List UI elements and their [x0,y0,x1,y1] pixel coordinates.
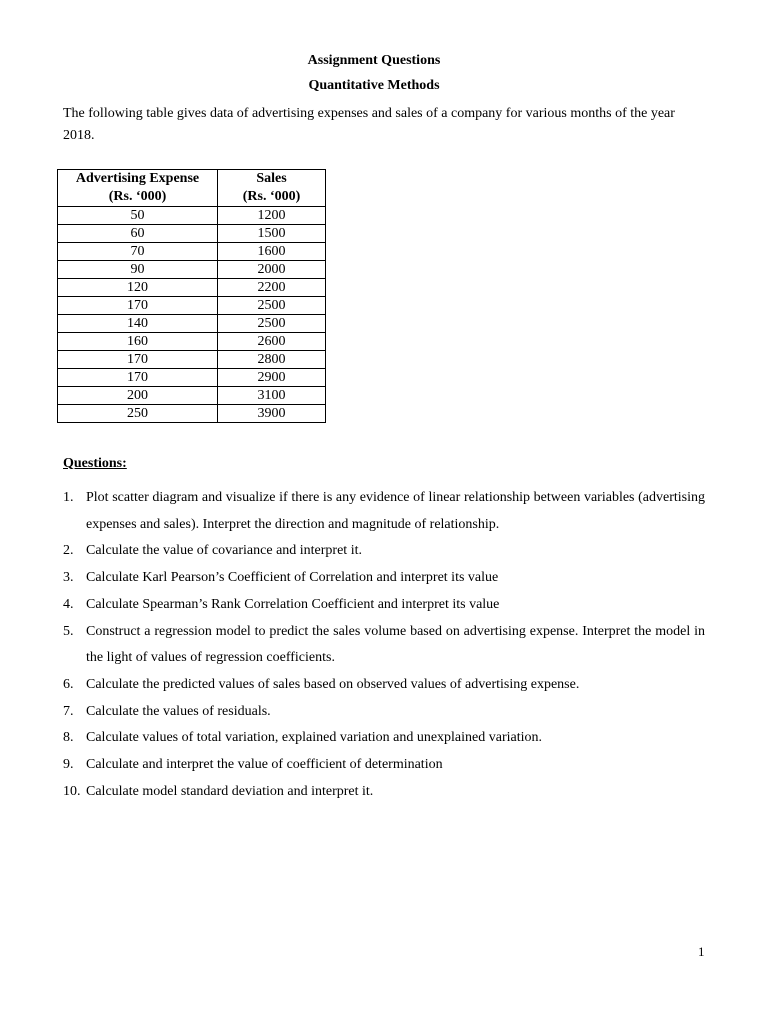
advertising-expense-cell: 250 [58,405,218,423]
question-number: 9. [63,757,74,773]
question-text: Calculate the predicted values of sales based on observed values of advertising expense. [86,676,580,692]
question-item [63,725,705,752]
question-item [63,699,705,726]
question-item [63,779,705,806]
document-subtitle: Quantitative Methods [308,78,440,93]
question-number: 1. [63,490,74,505]
sales-cell: 3100 [218,387,326,405]
data-table [57,169,326,423]
sales-cell: 2200 [218,279,326,297]
question-text: Calculate the values of residuals. [86,703,271,719]
sales-cell: 1600 [218,243,326,261]
table-body [58,207,326,423]
question-item [63,619,705,672]
sales-cell: 2500 [218,297,326,315]
table-row [58,405,326,423]
sales-cell: 2000 [218,261,326,279]
header-line: Advertising Expense [75,171,200,186]
column-header-advertising [58,170,218,207]
document-title: Assignment Questions [307,53,441,68]
sales-cell: 2500 [218,315,326,333]
question-number: 5. [63,623,74,639]
advertising-expense-cell: 160 [58,333,218,351]
table-header-row [58,170,326,207]
intro-paragraph: The following table gives data of advertising expenses and sales of a company for various months of the year 2018. [63,106,675,143]
question-item [63,672,705,699]
header-line: Sales [256,171,287,186]
question-text: Calculate values of total variation, explained variation and unexplained variation. [86,730,543,746]
header-unit: (Rs. ‘000) [108,189,167,204]
advertising-expense-cell: 140 [58,315,218,333]
question-number: 8. [63,730,74,746]
page-number: 1 [698,944,705,959]
advertising-expense-cell: 70 [58,243,218,261]
sales-cell: 2800 [218,351,326,369]
table-row [58,243,326,261]
question-number: 3. [63,570,74,586]
advertising-expense-cell: 120 [58,279,218,297]
advertising-expense-cell: 50 [58,207,218,225]
table-row [58,369,326,387]
sales-cell: 1200 [218,207,326,225]
question-text: Calculate Karl Pearson’s Coefficient of Correlation and interpret its value [86,570,499,586]
question-text: Calculate Spearman’s Rank Correlation Coefficient and interpret its value [86,596,500,612]
advertising-expense-cell: 200 [58,387,218,405]
advertising-expense-cell: 60 [58,225,218,243]
advertising-expense-cell: 170 [58,351,218,369]
question-text: Calculate and interpret the value of coefficient of determination [86,757,443,773]
question-number: 7. [63,703,74,719]
question-text: Calculate model standard deviation and interpret it. [86,783,374,799]
table-row [58,225,326,243]
column-header-sales [218,170,326,207]
table-row [58,279,326,297]
questions-list [63,485,705,805]
advertising-expense-cell: 90 [58,261,218,279]
question-text: Plot scatter diagram and visualize if there is any evidence of linear relationship between variables (advertising expenses and sales). Interpret the direction and magnitude of relationship. [86,490,705,532]
header-unit: (Rs. ‘000) [242,189,301,204]
table-row [58,297,326,315]
table-row [58,333,326,351]
question-item [63,485,705,538]
table-row [58,261,326,279]
sales-cell: 2900 [218,369,326,387]
question-text: Construct a regression model to predict the sales volume based on advertising expense. Interpret the model in the light of values of regression coefficients. [86,623,705,666]
sales-cell: 1500 [218,225,326,243]
advertising-expense-cell: 170 [58,369,218,387]
question-number: 10. [63,783,81,799]
question-number: 2. [63,543,74,559]
advertising-expense-cell: 170 [58,297,218,315]
question-item [63,538,705,565]
table-row [58,315,326,333]
table-row [58,207,326,225]
questions-heading: Questions: [63,456,127,471]
question-number: 6. [63,676,74,692]
question-number: 4. [63,596,74,612]
table-row [58,387,326,405]
table-row [58,351,326,369]
question-item [63,752,705,779]
question-item [63,592,705,619]
question-item [63,565,705,592]
sales-cell: 3900 [218,405,326,423]
question-text: Calculate the value of covariance and interpret it. [86,543,362,559]
sales-cell: 2600 [218,333,326,351]
